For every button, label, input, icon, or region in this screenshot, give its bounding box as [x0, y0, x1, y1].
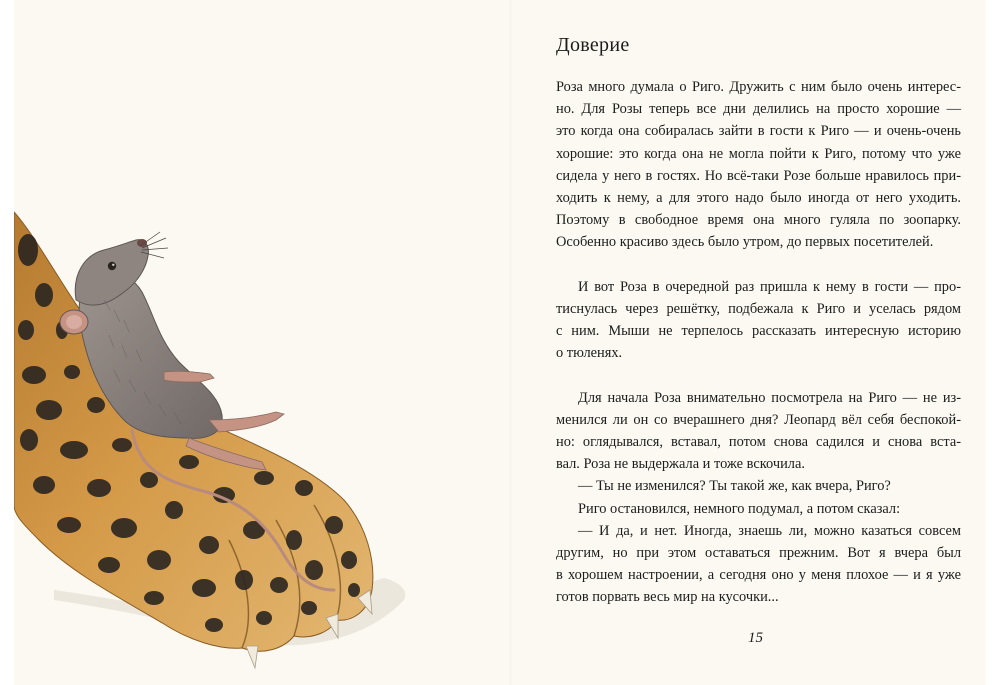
text-line: готов порвать весь мир на кусочки...	[556, 589, 779, 606]
text-line: Для начала Роза внимательно посмотрела на Риго — не из-	[578, 389, 961, 406]
chapter-title: Доверие	[556, 34, 630, 56]
right-page	[512, 0, 986, 685]
text-line: менился ли он со вчерашнего дня? Леопард вёл себя беспокой-	[556, 411, 961, 428]
text-line: вал. Роза не выдержала и тоже вскочила.	[556, 456, 805, 473]
mouse-front-paw	[164, 371, 214, 382]
text-line: другим, но при этом оставаться прежним. Вот я вчера был	[556, 544, 961, 561]
text-line: — Ты не изменился? Ты такой же, как вчера, Риго?	[578, 478, 891, 495]
text-line: Особенно красиво здесь было утром, до первых посетителей.	[556, 234, 934, 251]
mouse-eye	[108, 262, 116, 270]
page-number: 15	[748, 630, 763, 646]
claw	[246, 646, 258, 668]
text-line: Роза много думала о Риго. Дружить с ним было очень интерес-	[556, 79, 961, 95]
leopard-paw-mouse-illustration	[14, 0, 510, 685]
text-line: Риго остановился, немного подумал, а потом сказал:	[578, 500, 901, 517]
text-line: о тюленях.	[556, 345, 623, 362]
text-line: это когда она собиралась зайти в гости к Риго — и очень-очень	[556, 123, 961, 140]
text-line: хорошие: это когда она не могла пойти к Риго, потому что уже	[556, 145, 961, 162]
mouse-nose	[137, 239, 147, 247]
text-line: но: оглядывался, вставал, потом снова садился и снова вста-	[556, 434, 961, 450]
text-line: но. Для Розы теперь все дни делились на просто хорошие —	[556, 101, 961, 118]
book-spread	[14, 0, 986, 685]
text-line: Поэтому в свободное время она много гуляла по зоопарку.	[556, 212, 961, 229]
left-page	[14, 0, 510, 685]
text-line: ходить к нему, а для этого надо было иногда от него уходить.	[556, 189, 961, 206]
text-line: И вот Роза в очередной раз пришла к нему в гости — про-	[578, 278, 961, 295]
text-line: в хорошем настроении, а сегодня оно у меня плохое — и я уже	[556, 567, 961, 584]
story-text	[556, 76, 961, 609]
text-line: тиснулась через решётку, подбежала к Риго и уселась рядом	[556, 300, 961, 317]
text-line: с ним. Мыши не терпелось рассказать интересную историю	[556, 323, 961, 340]
text-line: сидела у него в гостях. Но всё-таки Розе больше нравилось при-	[556, 167, 961, 184]
text-line: — И да, и нет. Иногда, знаешь ли, можно казаться совсем	[578, 522, 961, 539]
